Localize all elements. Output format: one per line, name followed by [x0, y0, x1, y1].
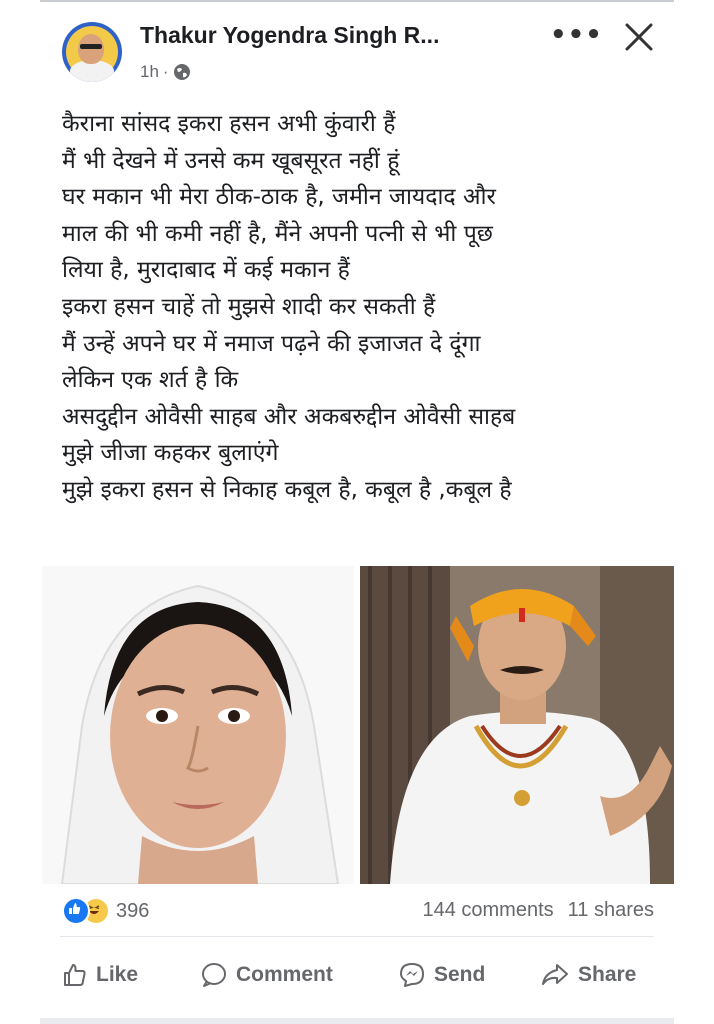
post-stats — [422, 899, 654, 922]
post-text-line: मैं उन्हें अपने घर में नमाज पढ़ने की इजाजत दे दूंगा — [62, 330, 481, 357]
post-text-line: असदुद्दीन ओवैसी साहब और अकबरुद्दीन ओवैसी साहब — [62, 403, 516, 430]
share-arrow-icon — [540, 962, 570, 988]
thumbs-up-icon — [62, 962, 88, 988]
post-text-line: कैराना सांसद इकरा हसन अभी कुंवारी हैं — [62, 111, 396, 137]
author-avatar[interactable] — [62, 22, 122, 82]
reaction-summary[interactable] — [62, 897, 149, 925]
meta-separator: · — [162, 62, 169, 81]
close-icon[interactable] — [622, 20, 656, 54]
post-text-line: मैं भी देखने में उनसे कम खूबसूरत नहीं हूं — [62, 147, 400, 174]
like-reaction-icon — [62, 897, 90, 925]
messenger-icon — [398, 961, 426, 989]
bottom-divider — [40, 1018, 674, 1024]
more-options-button[interactable]: ••• — [550, 20, 603, 50]
like-label: Like — [96, 963, 139, 986]
post-text-line: इकरा हसन चाहें तो मुझसे शादी कर सकती हैं — [62, 293, 436, 320]
send-button[interactable] — [398, 950, 485, 1000]
comment-icon — [200, 962, 228, 988]
share-button[interactable] — [540, 950, 636, 1000]
post-meta — [140, 62, 191, 82]
comment-button[interactable] — [200, 950, 333, 1000]
post-card — [40, 0, 674, 1024]
comment-label: Comment — [236, 963, 333, 986]
post-photo-man[interactable] — [360, 566, 674, 884]
post-text-line: मुझे इकरा हसन से निकाह कबूल है, कबूल है ,कबूल है — [62, 476, 512, 503]
post-text-line: लेकिन एक शर्त है कि — [62, 367, 239, 394]
post-time[interactable]: 1h — [140, 62, 159, 81]
actions-divider — [60, 936, 654, 937]
share-label: Share — [578, 963, 637, 986]
author-name[interactable]: Thakur Yogendra Singh R... — [140, 22, 440, 48]
send-label: Send — [434, 963, 486, 986]
top-divider — [40, 0, 674, 2]
post-text-line: मुझे जीजा कहकर बुलाएंगे — [62, 440, 279, 467]
post-actions — [40, 950, 674, 1000]
post-text-line: माल की भी कमी नहीं है, मैंने अपनी पत्नी से भी पूछ — [62, 220, 493, 247]
post-photo-woman[interactable] — [42, 566, 354, 884]
globe-icon — [173, 63, 191, 81]
shares-count[interactable]: 11 shares — [567, 899, 654, 921]
post-text-line: घर मकान भी मेरा ठीक-ठाक है, जमीन जायदाद और — [62, 184, 496, 211]
like-button[interactable] — [62, 950, 138, 1000]
reaction-count: 396 — [116, 899, 150, 922]
post-text — [62, 106, 662, 509]
comments-count[interactable]: 144 comments — [422, 899, 554, 921]
post-text-line: लिया है, मुरादाबाद में कई मकान हैं — [62, 257, 350, 284]
